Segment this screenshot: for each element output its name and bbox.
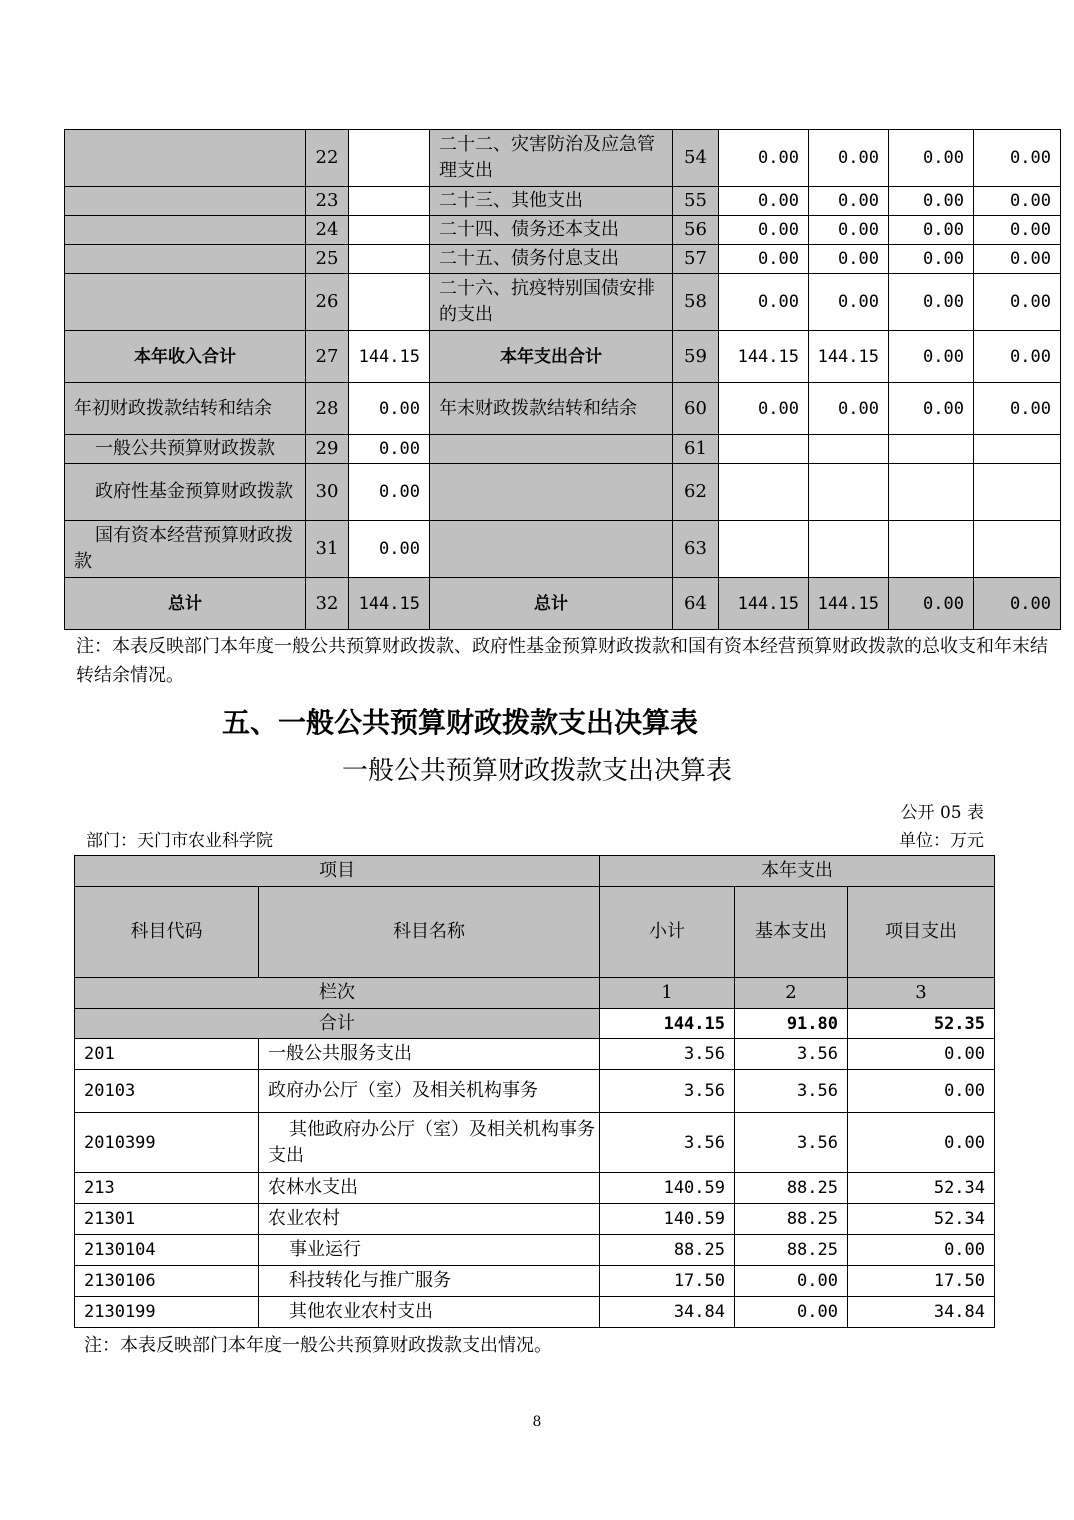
expense-label: 二十五、债务付息支出 <box>430 245 673 274</box>
expense-line-no: 62 <box>673 464 719 521</box>
income-label <box>65 274 306 331</box>
expense-value: 0.00 <box>974 578 1061 630</box>
project-value: 17.50 <box>848 1266 995 1297</box>
expense-value: 0.00 <box>974 331 1061 383</box>
account-name: 其他农业农村支出 <box>259 1297 600 1328</box>
expense-value: 144.15 <box>719 331 809 383</box>
header-row <box>75 856 995 887</box>
account-code: 2010399 <box>75 1113 259 1173</box>
subtotal-value: 140.59 <box>600 1173 735 1204</box>
income-label: 年初财政拨款结转和结余 <box>65 383 306 435</box>
account-code: 20103 <box>75 1070 259 1113</box>
subtotal-value: 3.56 <box>600 1113 735 1173</box>
column-number: 3 <box>848 978 995 1009</box>
income-label: 国有资本经营预算财政拨款 <box>65 521 306 578</box>
basic-value: 88.25 <box>735 1173 848 1204</box>
subtotal-value: 34.84 <box>600 1297 735 1328</box>
expense-value: 144.15 <box>809 331 889 383</box>
table-row <box>65 187 1061 216</box>
expense-value <box>809 521 889 578</box>
table-row <box>65 435 1061 464</box>
basic-value: 3.56 <box>735 1070 848 1113</box>
section-heading: 五、一般公共预算财政拨款支出决算表 <box>222 706 699 739</box>
expense-line-no: 59 <box>673 331 719 383</box>
expense-line-no: 60 <box>673 383 719 435</box>
expense-line-no: 58 <box>673 274 719 331</box>
income-label <box>65 245 306 274</box>
expense-label: 二十六、抗疫特别国债安排的支出 <box>430 274 673 331</box>
expense-grand-total-label: 总计 <box>430 578 673 630</box>
subtotal-value: 3.56 <box>600 1070 735 1113</box>
table-row <box>75 1235 995 1266</box>
income-amount: 0.00 <box>349 435 430 464</box>
income-line-no: 30 <box>306 464 349 521</box>
project-value: 0.00 <box>848 1039 995 1070</box>
income-amount: 0.00 <box>349 521 430 578</box>
table-row <box>65 245 1061 274</box>
table1-note: 注：本表反映部门本年度一般公共预算财政拨款、政府性基金预算财政拨款和国有资本经营预算财政拨款的总收支和年末结转结余情况。 <box>76 636 1048 686</box>
table-row <box>65 130 1061 187</box>
expense-value: 0.00 <box>974 274 1061 331</box>
department-label: 部门：天门市农业科学院 <box>86 831 273 851</box>
subtotal-value: 3.56 <box>600 1039 735 1070</box>
table-row <box>65 216 1061 245</box>
expense-value: 0.00 <box>889 245 974 274</box>
basic-value: 3.56 <box>735 1039 848 1070</box>
project-value: 0.00 <box>848 1113 995 1173</box>
expense-line-no: 56 <box>673 216 719 245</box>
expense-line-no: 54 <box>673 130 719 187</box>
income-label <box>65 216 306 245</box>
header-name: 科目名称 <box>259 887 600 978</box>
total-label: 合计 <box>75 1009 600 1039</box>
header-expense: 本年支出 <box>600 856 995 887</box>
basic-value: 88.25 <box>735 1204 848 1235</box>
account-name: 农业农村 <box>259 1204 600 1235</box>
total-basic: 91.80 <box>735 1009 848 1039</box>
expense-label: 二十三、其他支出 <box>430 187 673 216</box>
expense-value: 0.00 <box>719 274 809 331</box>
income-label: 政府性基金预算财政拨款 <box>65 464 306 521</box>
basic-value: 3.56 <box>735 1113 848 1173</box>
expense-value: 0.00 <box>809 383 889 435</box>
table-row <box>65 331 1061 383</box>
expense-label: 二十四、债务还本支出 <box>430 216 673 245</box>
subtotal-value: 17.50 <box>600 1266 735 1297</box>
expense-value: 0.00 <box>809 245 889 274</box>
expense-line-no: 57 <box>673 245 719 274</box>
expense-value: 0.00 <box>719 130 809 187</box>
expense-value: 0.00 <box>719 245 809 274</box>
income-line-no: 27 <box>306 331 349 383</box>
table-row <box>75 1204 995 1235</box>
column-number: 1 <box>600 978 735 1009</box>
header-row <box>75 887 995 978</box>
account-name: 农林水支出 <box>259 1173 600 1204</box>
income-line-no: 23 <box>306 187 349 216</box>
income-amount <box>349 216 430 245</box>
page-number: 8 <box>532 1414 542 1430</box>
expense-line-no: 61 <box>673 435 719 464</box>
header-code: 科目代码 <box>75 887 259 978</box>
expense-value: 0.00 <box>974 187 1061 216</box>
expense-value: 144.15 <box>809 578 889 630</box>
income-line-no: 26 <box>306 274 349 331</box>
expense-value: 0.00 <box>974 216 1061 245</box>
expense-value: 0.00 <box>889 216 974 245</box>
expense-line-no: 63 <box>673 521 719 578</box>
table-row <box>65 383 1061 435</box>
total-row <box>75 1009 995 1039</box>
account-code: 2130104 <box>75 1235 259 1266</box>
income-line-no: 32 <box>306 578 349 630</box>
subtotal-value: 140.59 <box>600 1204 735 1235</box>
project-value: 0.00 <box>848 1235 995 1266</box>
income-line-no: 28 <box>306 383 349 435</box>
income-line-no: 29 <box>306 435 349 464</box>
table-row <box>75 1039 995 1070</box>
expense-value: 0.00 <box>889 274 974 331</box>
account-name: 事业运行 <box>259 1235 600 1266</box>
income-line-no: 22 <box>306 130 349 187</box>
expense-value <box>974 435 1061 464</box>
expense-value: 0.00 <box>889 130 974 187</box>
column-number-row <box>75 978 995 1009</box>
header-subtotal: 小计 <box>600 887 735 978</box>
income-amount: 0.00 <box>349 383 430 435</box>
form-number: 公开 05 表 <box>900 803 984 823</box>
table-title: 一般公共预算财政拨款支出决算表 <box>341 756 732 786</box>
expense-value: 0.00 <box>889 331 974 383</box>
expense-value: 0.00 <box>974 245 1061 274</box>
basic-value: 0.00 <box>735 1297 848 1328</box>
expense-value <box>809 464 889 521</box>
expense-value <box>809 435 889 464</box>
project-value: 52.34 <box>848 1173 995 1204</box>
account-code: 2130106 <box>75 1266 259 1297</box>
expense-value <box>889 464 974 521</box>
income-label: 一般公共预算财政拨款 <box>65 435 306 464</box>
income-amount <box>349 274 430 331</box>
income-line-no: 24 <box>306 216 349 245</box>
total-subtotal: 144.15 <box>600 1009 735 1039</box>
expense-value <box>889 521 974 578</box>
column-number: 2 <box>735 978 848 1009</box>
expense-value <box>889 435 974 464</box>
unit-label: 单位：万元 <box>899 831 984 851</box>
subtotal-value: 88.25 <box>600 1235 735 1266</box>
expense-value: 0.00 <box>809 130 889 187</box>
total-project: 52.35 <box>848 1009 995 1039</box>
expense-value: 0.00 <box>974 383 1061 435</box>
expense-value: 0.00 <box>719 187 809 216</box>
table-row <box>65 464 1061 521</box>
income-amount <box>349 187 430 216</box>
account-name: 一般公共服务支出 <box>259 1039 600 1070</box>
table2-note: 注：本表反映部门本年度一般公共预算财政拨款支出情况。 <box>84 1335 552 1356</box>
account-code: 201 <box>75 1039 259 1070</box>
table-row <box>75 1173 995 1204</box>
header-project: 项目支出 <box>848 887 995 978</box>
account-name: 科技转化与推广服务 <box>259 1266 600 1297</box>
expense-value <box>719 521 809 578</box>
expense-value: 0.00 <box>889 187 974 216</box>
table-row <box>65 521 1061 578</box>
income-grand-total-label: 总计 <box>65 578 306 630</box>
income-total-label: 本年收入合计 <box>65 331 306 383</box>
table-row <box>75 1297 995 1328</box>
expense-value: 0.00 <box>809 216 889 245</box>
project-value: 34.84 <box>848 1297 995 1328</box>
header-basic: 基本支出 <box>735 887 848 978</box>
table-row <box>75 1070 995 1113</box>
expense-label: 年末财政拨款结转和结余 <box>430 383 673 435</box>
account-name: 政府办公厅（室）及相关机构事务 <box>259 1070 600 1113</box>
income-label <box>65 187 306 216</box>
expense-label <box>430 464 673 521</box>
expenditure-table <box>74 855 995 1328</box>
expense-value <box>719 435 809 464</box>
basic-value: 88.25 <box>735 1235 848 1266</box>
expense-value: 144.15 <box>719 578 809 630</box>
account-code: 213 <box>75 1173 259 1204</box>
header-item: 项目 <box>75 856 600 887</box>
income-amount: 144.15 <box>349 578 430 630</box>
expense-value: 0.00 <box>719 383 809 435</box>
project-value: 52.34 <box>848 1204 995 1235</box>
income-amount: 144.15 <box>349 331 430 383</box>
expense-value: 0.00 <box>809 187 889 216</box>
expense-line-no: 55 <box>673 187 719 216</box>
income-expense-table <box>64 129 1061 630</box>
income-amount: 0.00 <box>349 464 430 521</box>
expense-label: 二十二、灾害防治及应急管理支出 <box>430 130 673 187</box>
expense-value <box>974 464 1061 521</box>
expense-value: 0.00 <box>889 383 974 435</box>
expense-value: 0.00 <box>719 216 809 245</box>
table-row <box>65 274 1061 331</box>
expense-total-label: 本年支出合计 <box>430 331 673 383</box>
expense-value <box>974 521 1061 578</box>
expense-label <box>430 521 673 578</box>
expense-label <box>430 435 673 464</box>
income-line-no: 25 <box>306 245 349 274</box>
expense-value: 0.00 <box>974 130 1061 187</box>
basic-value: 0.00 <box>735 1266 848 1297</box>
income-amount <box>349 130 430 187</box>
expense-value: 0.00 <box>889 578 974 630</box>
expense-line-no: 64 <box>673 578 719 630</box>
expense-value <box>719 464 809 521</box>
account-name: 其他政府办公厅（室）及相关机构事务支出 <box>259 1113 600 1173</box>
account-code: 21301 <box>75 1204 259 1235</box>
income-label <box>65 130 306 187</box>
table-row <box>75 1113 995 1173</box>
income-line-no: 31 <box>306 521 349 578</box>
project-value: 0.00 <box>848 1070 995 1113</box>
table-row <box>75 1266 995 1297</box>
table-row <box>65 578 1061 630</box>
income-amount <box>349 245 430 274</box>
expense-value: 0.00 <box>809 274 889 331</box>
column-label: 栏次 <box>75 978 600 1009</box>
account-code: 2130199 <box>75 1297 259 1328</box>
